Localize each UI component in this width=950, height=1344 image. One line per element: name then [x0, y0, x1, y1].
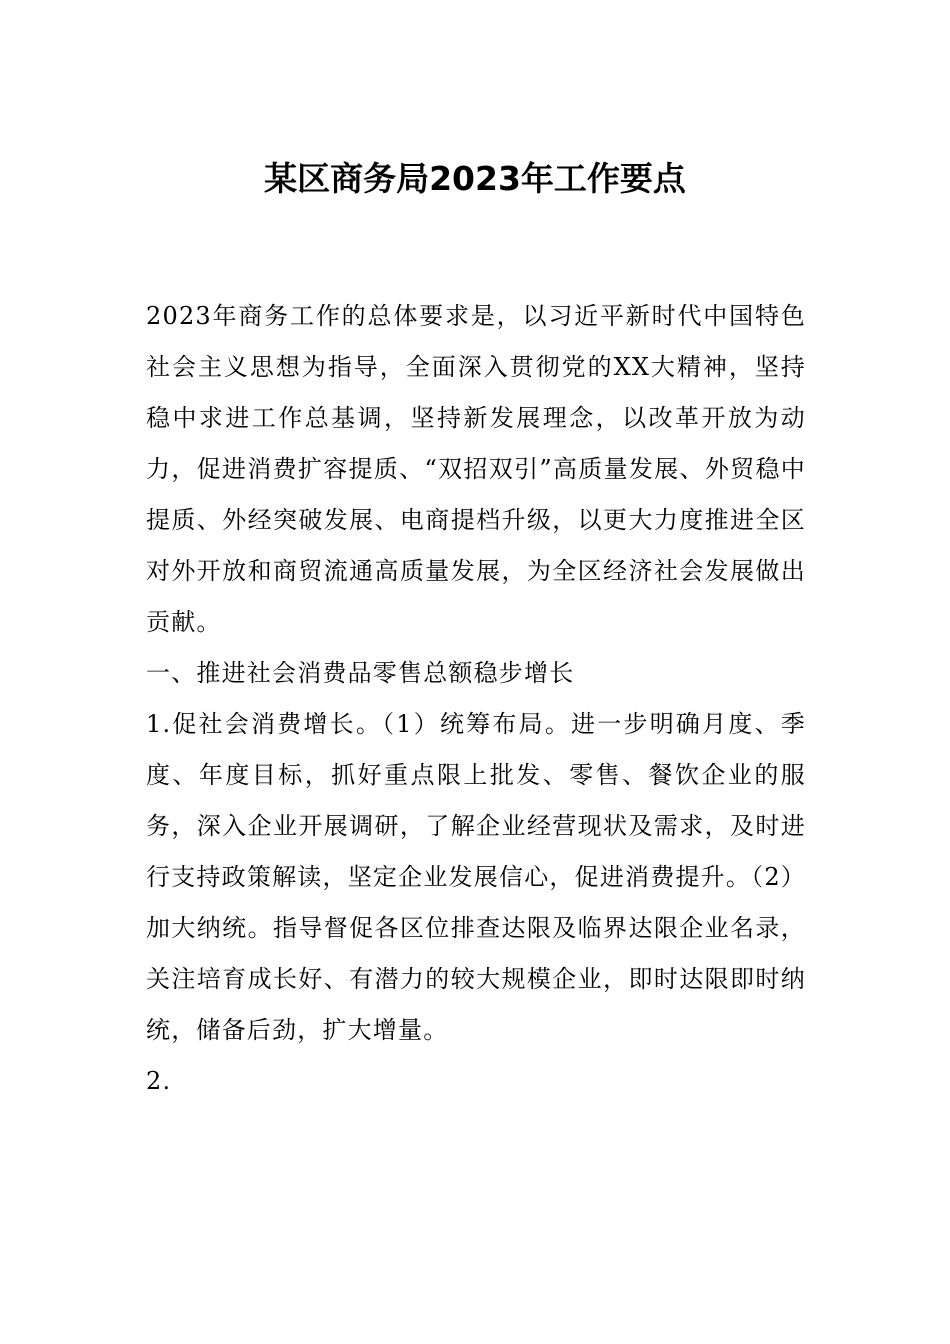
section-heading-1: 一、推进社会消费品零售总额稳步增长	[146, 659, 575, 687]
list-item-1: 1.促社会消费增长。（1）统筹布局。进一步明确月度、季度、年度目标，抓好重点限上批发、零售、餐饮企业的服务，深入企业开展调研，了解企业经营现状及需求，及时进行支持政策解读，坚定企业发展信心，促进消费提升。（2）加大纳统。指导督促各区位排查达限及临界达限企业名录，关注培育成长好、有潜力的较大规模企业，即时达限即时纳统，储备后劲，扩大增量。	[146, 710, 806, 1044]
page-title: 某区商务局2023年工作要点	[264, 159, 686, 198]
list-item-2: 2.	[146, 1067, 172, 1095]
document-body	[146, 291, 806, 1107]
intro-paragraph: 2023年商务工作的总体要求是，以习近平新时代中国特色社会主义思想为指导，全面深入贯彻党的XX大精神，坚持稳中求进工作总基调，坚持新发展理念，以改革开放为动力，促进消费扩容提质、“双招双引”高质量发展、外贸稳中提质、外经突破发展、电商提档升级，以更大力度推进全区对外开放和商贸流通高质量发展，为全区经济社会发展做出贡献。	[146, 302, 806, 636]
